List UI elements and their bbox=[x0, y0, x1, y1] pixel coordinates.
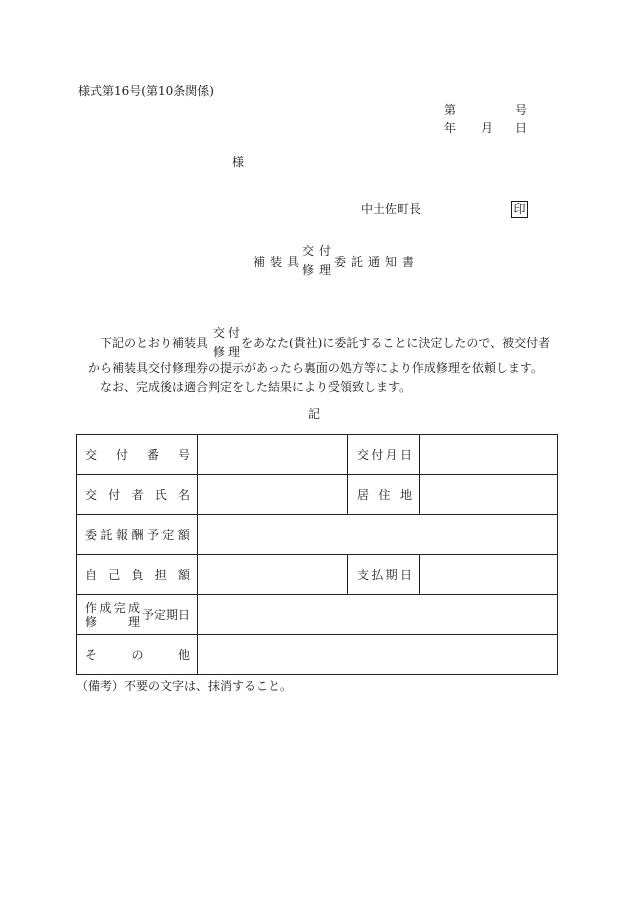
table-row bbox=[77, 595, 558, 635]
seal-box: 印 bbox=[511, 201, 528, 218]
label-character: 地 bbox=[399, 487, 412, 502]
issue-date-value bbox=[420, 435, 558, 475]
label-character: 月 bbox=[385, 447, 398, 462]
recipient-name-label bbox=[85, 488, 190, 502]
payment-date-label bbox=[357, 568, 412, 582]
body-line-1-end: をあなた(貴社)に委託することに決定したので、被交付者 bbox=[241, 336, 551, 350]
label-character: 日 bbox=[399, 447, 412, 462]
issue-number-label bbox=[85, 448, 190, 462]
doc-number-prefix: 第 bbox=[444, 103, 457, 117]
label-character: 委 bbox=[85, 527, 98, 542]
label-character: 期 bbox=[385, 567, 398, 582]
label-cell bbox=[77, 635, 198, 675]
label-character: 完 bbox=[113, 600, 126, 615]
address-value bbox=[420, 475, 558, 515]
label-character: 成 bbox=[99, 600, 112, 615]
issuer-name: 中土佐町長 bbox=[361, 202, 422, 216]
date-year: 年 bbox=[444, 121, 457, 135]
completion-label-side: 予定期日 bbox=[141, 607, 190, 622]
completion-label-top bbox=[85, 601, 140, 615]
label-character: 氏 bbox=[154, 487, 167, 502]
completion-date-label bbox=[85, 601, 190, 629]
label-cell bbox=[77, 435, 198, 475]
table-row bbox=[77, 475, 558, 515]
label-cell bbox=[77, 555, 198, 595]
label-character: 作 bbox=[85, 600, 98, 615]
body-line-2: から補装具交付修理券の提示があったら裏面の処方等により作成修理を依頼します。 bbox=[88, 361, 543, 375]
label-character: 号 bbox=[177, 447, 190, 462]
label-character: 酬 bbox=[131, 527, 144, 542]
body-line-3: なお、完成後は適合判定をした結果により受領致します。 bbox=[100, 380, 412, 394]
label-character: 払 bbox=[371, 567, 384, 582]
commission-fee-value bbox=[198, 515, 558, 555]
title-after: 委託通知書 bbox=[334, 255, 420, 269]
label-character: 成 bbox=[127, 600, 140, 615]
completion-date-value bbox=[198, 595, 558, 635]
label-character: 理 bbox=[127, 614, 140, 629]
completion-label-bottom bbox=[85, 615, 140, 629]
note-heading: 記 bbox=[308, 407, 321, 421]
label-character: の bbox=[131, 647, 144, 662]
label-character: 者 bbox=[131, 487, 144, 502]
label-character: 支 bbox=[357, 567, 370, 582]
label-character: 交 bbox=[85, 487, 98, 502]
title-before: 補装具 bbox=[253, 255, 305, 269]
label-character: 担 bbox=[154, 567, 167, 582]
table-row bbox=[77, 635, 558, 675]
recipient-name-value bbox=[198, 475, 348, 515]
address-label bbox=[357, 488, 412, 502]
label-character: 他 bbox=[177, 647, 190, 662]
payment-date-value bbox=[420, 555, 558, 595]
table-row bbox=[77, 515, 558, 555]
label-character: 定 bbox=[162, 527, 175, 542]
label-character: 日 bbox=[399, 567, 412, 582]
label-character: 自 bbox=[85, 567, 98, 582]
completion-label-stack bbox=[85, 601, 140, 629]
label-character: 交 bbox=[85, 447, 98, 462]
label-character: 付 bbox=[108, 487, 121, 502]
label-cell bbox=[348, 555, 420, 595]
label-character: 名 bbox=[177, 487, 190, 502]
date-day: 日 bbox=[515, 121, 528, 135]
body-alt-bottom: 修理 bbox=[213, 345, 244, 359]
body-line-1-start: 下記のとおり補装具 bbox=[100, 336, 209, 350]
other-label bbox=[85, 648, 190, 662]
label-character: 居 bbox=[357, 487, 370, 502]
label-cell bbox=[77, 515, 198, 555]
label-character: 額 bbox=[177, 567, 190, 582]
issue-date-label bbox=[357, 448, 412, 462]
details-table bbox=[76, 434, 558, 675]
form-number: 様式第16号(第10条関係) bbox=[78, 84, 214, 98]
label-character: 番 bbox=[146, 447, 159, 462]
commission-fee-label bbox=[85, 528, 190, 542]
body-alt-top: 交付 bbox=[213, 326, 244, 340]
label-cell bbox=[77, 595, 198, 635]
title-alt-top: 交付 bbox=[302, 244, 337, 258]
date-month: 月 bbox=[481, 121, 494, 135]
label-character: そ bbox=[85, 647, 98, 662]
label-cell bbox=[348, 475, 420, 515]
issue-number-value bbox=[198, 435, 348, 475]
table-row bbox=[77, 555, 558, 595]
label-character: 修 bbox=[85, 614, 98, 629]
self-pay-label bbox=[85, 568, 190, 582]
label-character: 交 bbox=[357, 447, 370, 462]
table-row bbox=[77, 435, 558, 475]
label-character: 託 bbox=[100, 527, 113, 542]
title-alt-bottom: 修理 bbox=[302, 263, 337, 277]
remarks-text: 不要の文字は、抹消すること。 bbox=[124, 679, 293, 693]
label-character: 額 bbox=[177, 527, 190, 542]
other-value bbox=[198, 635, 558, 675]
label-character: 付 bbox=[371, 447, 384, 462]
label-character: 負 bbox=[131, 567, 144, 582]
label-cell bbox=[348, 435, 420, 475]
self-pay-value bbox=[198, 555, 348, 595]
label-character: 己 bbox=[108, 567, 121, 582]
doc-number-suffix: 号 bbox=[515, 103, 528, 117]
addressee-honorific: 様 bbox=[232, 155, 245, 169]
remarks-label: （備考） bbox=[76, 679, 125, 693]
label-cell bbox=[77, 475, 198, 515]
label-character: 住 bbox=[378, 487, 391, 502]
label-character: 予 bbox=[146, 527, 159, 542]
label-character: 報 bbox=[115, 527, 128, 542]
label-character: 付 bbox=[115, 447, 128, 462]
